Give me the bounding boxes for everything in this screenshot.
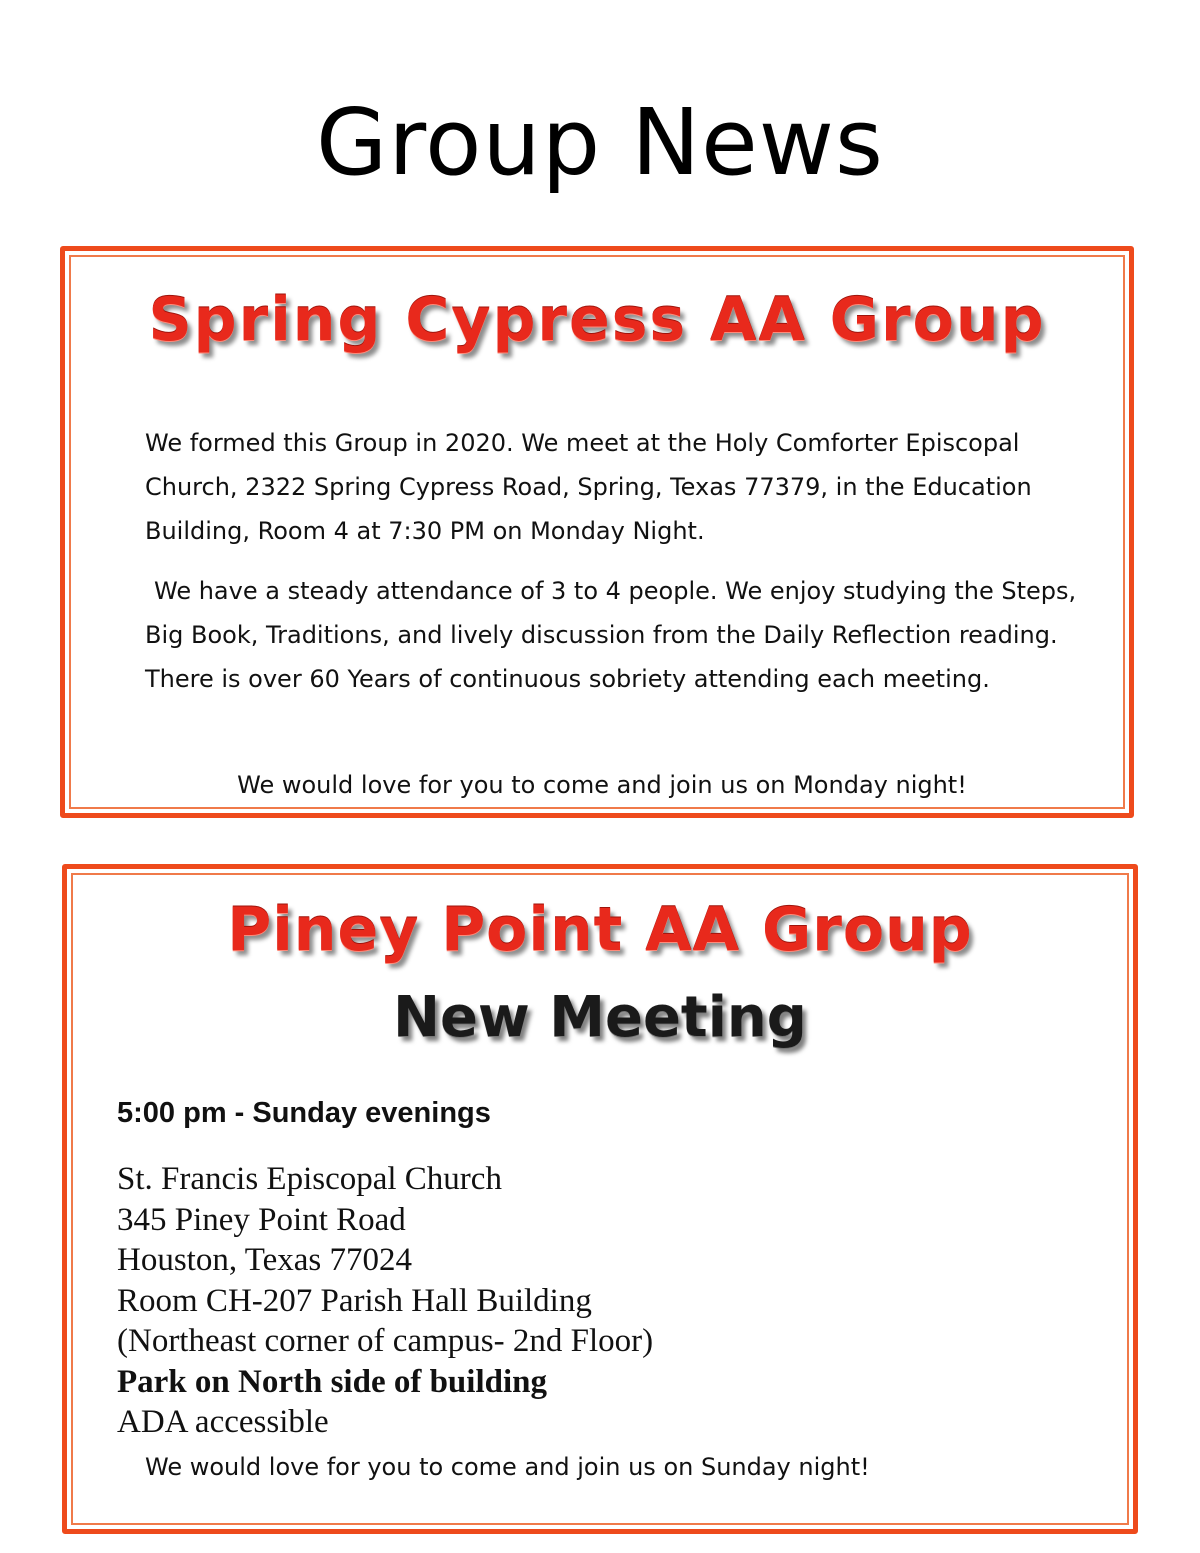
meeting-address xyxy=(117,1159,653,1443)
spring-cypress-closing: We would love for you to come and join us on Monday night! xyxy=(237,771,967,799)
parking-note: Park on North side of building xyxy=(117,1363,547,1400)
address-street: 345 Piney Point Road xyxy=(117,1201,406,1238)
piney-point-closing: We would love for you to come and join us on Sunday night! xyxy=(145,1453,870,1481)
piney-point-subtitle: New Meeting xyxy=(393,985,807,1050)
piney-point-title: Piney Point AA Group xyxy=(227,895,973,965)
accessibility-note: ADA accessible xyxy=(117,1404,329,1440)
page-title: Group News xyxy=(316,89,884,196)
address-city: Houston, Texas 77024 xyxy=(117,1242,412,1278)
meeting-time: 5:00 pm - Sunday evenings xyxy=(117,1097,491,1129)
address-location-note: (Northeast corner of campus- 2nd Floor) xyxy=(117,1323,654,1359)
spring-cypress-paragraph-2: We have a steady attendance of 3 to 4 people. We enjoy studying the Steps, Big Book, Traditions, and lively discussion from the Daily Reflection reading. There is over 60 Years of continuous sobriety attending each meeting. xyxy=(145,577,1077,693)
spring-cypress-panel xyxy=(60,246,1134,818)
address-church: St. Francis Episcopal Church xyxy=(117,1161,502,1197)
piney-point-panel xyxy=(62,864,1138,1534)
address-room: Room CH-207 Parish Hall Building xyxy=(117,1282,592,1319)
spring-cypress-title: Spring Cypress AA Group xyxy=(148,285,1046,355)
spring-cypress-paragraph-1: We formed this Group in 2020. We meet at the Holy Comforter Episcopal Church, 2322 Spring Cypress Road, Spring, Texas 77379, in the Education Building, Room 4 at 7:30 PM on Monday Night. xyxy=(145,429,1032,545)
